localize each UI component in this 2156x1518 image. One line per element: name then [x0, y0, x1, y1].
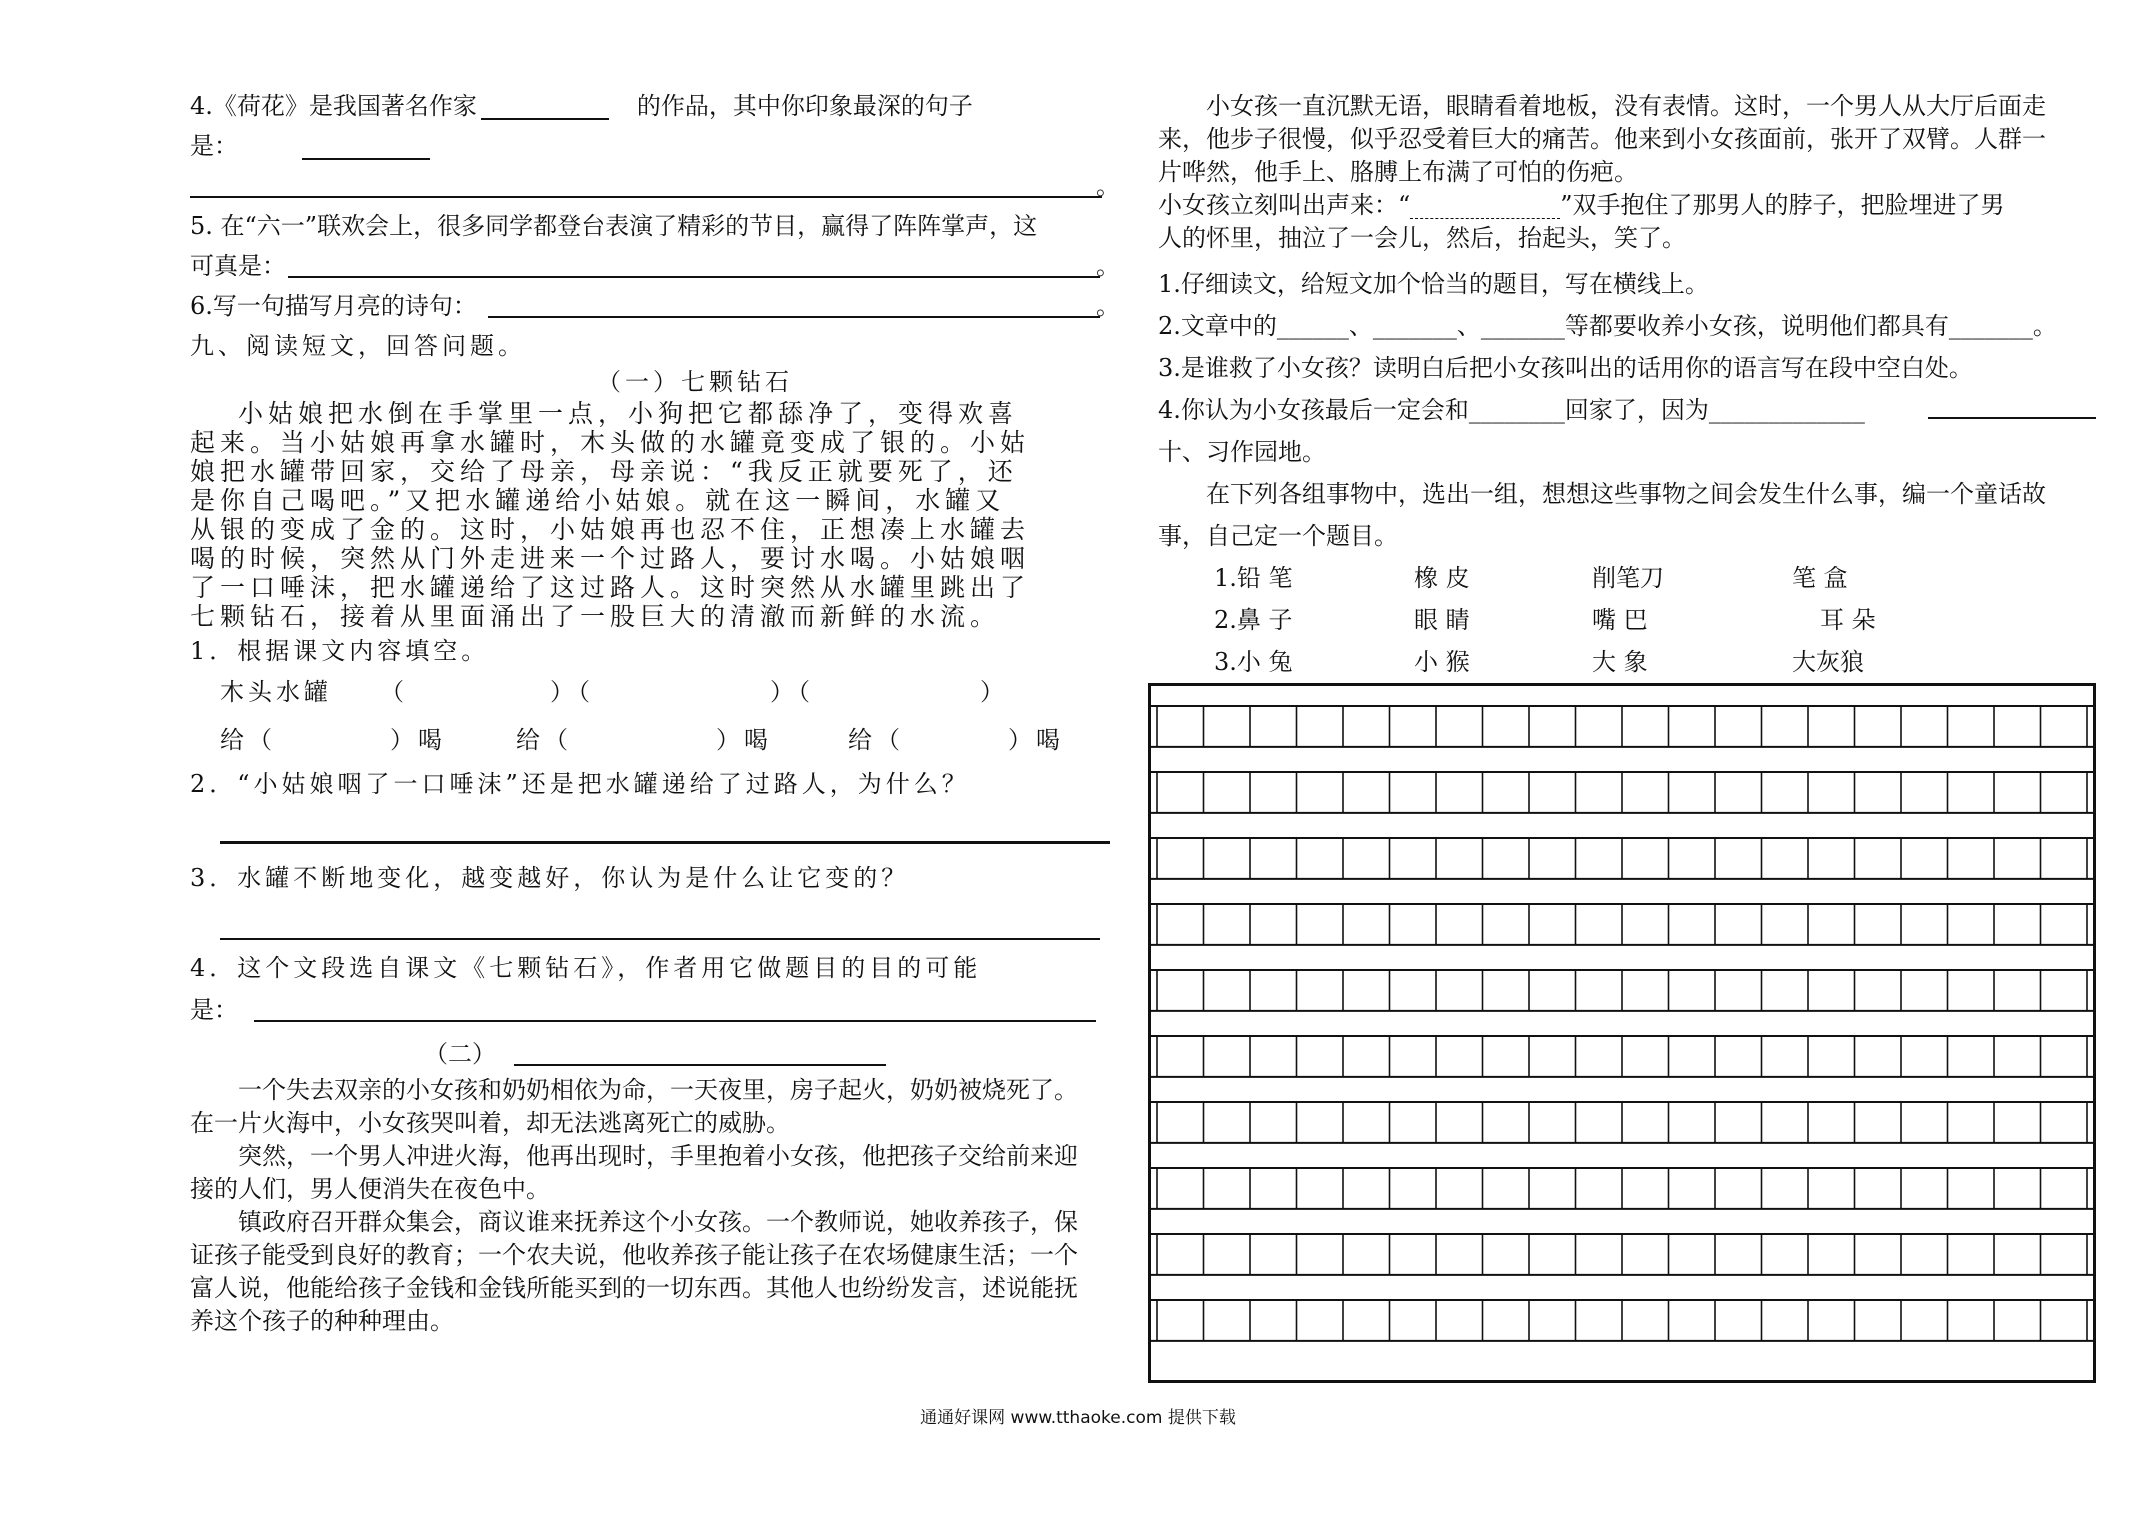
- passage-2-line: 镇政府召开群众集会，商议谁来抚养这个小女孩。一个教师说，她收养孩子，保: [238, 1208, 1078, 1236]
- passage-2-cont-line: 片哗然，他手上、胳膊上布满了可怕的伤疤。: [1158, 158, 1638, 186]
- reason-blank[interactable]: [1928, 417, 2096, 419]
- fill-give: 给（: [516, 726, 572, 754]
- question-4-shi: 是：: [190, 132, 238, 160]
- question-4-line: [190, 86, 1120, 126]
- right-question-4: [1158, 389, 2098, 431]
- prompt-line: 在下列各组事物中，选出一组，想想这些事物之间会发生什么事，编一个童话故: [1206, 480, 2046, 508]
- question-5-line-2: [190, 246, 1120, 286]
- q3-answer-line: [190, 904, 1120, 946]
- word: 耳 朵: [1820, 606, 1876, 634]
- answer-line[interactable]: [220, 938, 1100, 940]
- passage-2: [190, 1074, 1120, 1338]
- shout-line: [1158, 189, 2098, 222]
- word: 3.小 兔: [1214, 648, 1293, 676]
- word-group-1: [1158, 557, 2098, 599]
- question-6-line: [190, 286, 1120, 326]
- question-4-line-2: [190, 126, 1120, 166]
- right-question-4-text: 4.你认为小女孩最后一定会和________回家了，因为_____________: [1158, 396, 1865, 424]
- passage-2-line: 接的人们，男人便消失在夜色中。: [190, 1175, 550, 1203]
- word: 削笔刀: [1592, 564, 1664, 592]
- passage-2-cont-line: 来，他步子很慢，似乎忍受着巨大的痛苦。他来到小女孩面前，张开了双臂。人群一: [1158, 125, 2046, 153]
- fill-drink: ）喝: [716, 726, 772, 754]
- prompt-line: 事，自己定一个题目。: [1158, 522, 1398, 550]
- word: 橡 皮: [1414, 564, 1470, 592]
- sentence-blank-short[interactable]: [302, 132, 430, 160]
- passage-2-line: 证孩子能受到良好的教育；一个农夫说，他收养孩子能让孩子在农场健康生活；一个: [190, 1241, 1078, 1269]
- word: 2.鼻 子: [1214, 606, 1293, 634]
- footer-credit: 通通好课网 www.tthaoke.com 提供下载: [920, 1408, 1236, 1428]
- title-blank[interactable]: [514, 1064, 886, 1066]
- fill-give: 给（: [848, 726, 904, 754]
- shout-line-2: 人的怀里，抽泣了一会儿，然后，抬起头，笑了。: [1158, 224, 1686, 252]
- writing-grid-lines: [1151, 686, 2093, 1380]
- passage-2-line: 一个失去双亲的小女孩和奶奶相依为命，一天夜里，房子起火，奶奶被烧死了。: [238, 1076, 1078, 1104]
- passage-1-line: 是你自己喝吧。”又把水罐递给小姑娘。就在这一瞬间，水罐又: [190, 486, 1006, 515]
- q4-answer-row: [190, 990, 1120, 1030]
- passage-1-question-3: 3．水罐不断地变化，越变越好，你认为是什么让它变的？: [190, 864, 910, 892]
- poem-blank[interactable]: [488, 316, 1100, 318]
- passage-2-line: 养这个孩子的种种理由。: [190, 1307, 454, 1335]
- passage-2-title: （二）: [424, 1040, 496, 1068]
- fill-drink: ）喝: [1008, 726, 1064, 754]
- section-9-heading: 九、阅读短文，回答问题。: [190, 332, 526, 360]
- fill-paren: ）（: [550, 678, 594, 706]
- answer-line[interactable]: [220, 841, 1110, 844]
- word: 1.铅 笔: [1214, 564, 1293, 592]
- passage-1-line: 从银的变成了金的。这时，小姑娘再也忍不住，正想凑上水罐去: [190, 515, 1031, 544]
- period: 。: [1096, 252, 1120, 280]
- right-question-1: 1.仔细读文，给短文加个恰当的题目，写在横线上。: [1158, 270, 1709, 298]
- fill-give: 给（: [220, 726, 276, 754]
- word: 眼 睛: [1414, 606, 1470, 634]
- right-question-2: 2.文章中的______、_______、_______等都要收养小女孩，说明他们都具有_______。: [1158, 312, 2057, 340]
- passage-1-line: 起来。当小姑娘再拿水罐时，木头做的水罐竟变成了银的。小姑: [190, 428, 1031, 457]
- question-4-line-3: [190, 166, 1120, 206]
- sentence-blank-long[interactable]: [190, 196, 1102, 198]
- section-10-heading: 十、习作园地。: [1158, 438, 1326, 466]
- passage-2-line: 富人说，他能给孩子金钱和金钱所能买到的一切东西。其他人也纷纷发言，述说能抚: [190, 1274, 1078, 1302]
- word-group-2: [1158, 599, 2098, 641]
- word: 小 猴: [1414, 648, 1470, 676]
- q4-shi: 是：: [190, 996, 238, 1024]
- fill-row-2: [190, 716, 1120, 764]
- fill-label: 木头水罐: [220, 678, 332, 706]
- left-column: [190, 86, 1120, 1338]
- right-column: [1158, 90, 2098, 683]
- right-question-3: 3.是谁救了小女孩？读明白后把小女孩叫出的话用你的语言写在段中空白处。: [1158, 354, 1973, 382]
- fill-paren: （: [380, 678, 408, 706]
- period: 。: [1096, 172, 1120, 200]
- word: 嘴 巴: [1592, 606, 1648, 634]
- question-5-text: 5. 在“六一”联欢会上，很多同学都登台表演了精彩的节目，赢得了阵阵掌声，这: [190, 212, 1038, 240]
- passage-1: [190, 399, 1120, 631]
- passage-1-line: 小姑娘把水倒在手掌里一点，小狗把它都舔净了，变得欢喜: [238, 399, 1019, 428]
- passage-2-line: 在一片火海中，小女孩哭叫着，却无法逃离死亡的威胁。: [190, 1109, 790, 1137]
- author-blank[interactable]: [481, 92, 609, 120]
- passage-2-cont-line: 小女孩一直沉默无语，眼睛看着地板，没有表情。这时，一个男人从大厅后面走: [1206, 92, 2046, 120]
- question-5-text-2: 可真是：: [190, 252, 286, 280]
- question-4-text: 4.《荷花》是我国著名作家: [190, 92, 477, 120]
- passage-2-title-row: [190, 1034, 1120, 1074]
- period: 。: [1096, 292, 1120, 320]
- passage-1-question-4: 4．这个文段选自课文《七颗钻石》，作者用它做题目的目的可能: [190, 954, 982, 982]
- question-5-line: [190, 206, 1120, 246]
- word-group-3: [1158, 641, 2098, 683]
- shout-text-b: ”双手抱住了那男人的脖子，把脸埋进了男: [1560, 191, 2005, 219]
- word: 大灰狼: [1792, 648, 1864, 676]
- fill-paren: ）: [980, 678, 1008, 706]
- fill-paren: ）（: [770, 678, 814, 706]
- passage-2-line: 突然，一个男人冲进火海，他再出现时，手里抱着小女孩，他把孩子交给前来迎: [238, 1142, 1078, 1170]
- passage-1-line: 娘把水罐带回家，交给了母亲，母亲说：“我反正就要死了，还: [190, 457, 1018, 486]
- word: 笔 盒: [1792, 564, 1848, 592]
- q2-answer-line: [190, 804, 1120, 852]
- passage-1-line: 喝的时候，突然从门外走进来一个过路人，要讨水喝。小姑娘咽: [190, 544, 1031, 573]
- passage-1-question-2: 2．“小姑娘咽了一口唾沫”还是把水罐递给了过路人，为什么？: [190, 770, 970, 798]
- passage-1-line: 七颗钻石，接着从里面涌出了一股巨大的清澈而新鲜的水流。: [190, 602, 1001, 631]
- passage-1-question-1: 1．根据课文内容填空。: [190, 637, 490, 665]
- fill-row-1: [190, 668, 1120, 716]
- question-4-text-end: 的作品，其中你印象最深的句子: [636, 92, 973, 120]
- fill-drink: ）喝: [390, 726, 446, 754]
- word: 大 象: [1592, 648, 1648, 676]
- question-6-text: 6.写一句描写月亮的诗句：: [190, 292, 477, 320]
- answer-line[interactable]: [254, 1020, 1096, 1022]
- passage-1-line: 了一口唾沫，把水罐递给了这过路人。这时突然从水罐里跳出了: [190, 573, 1031, 602]
- writing-grid[interactable]: [1148, 683, 2096, 1383]
- idiom-blank[interactable]: [288, 276, 1100, 278]
- passage-1-title: （一）七颗钻石: [597, 368, 793, 396]
- shout-text-a: 小女孩立刻叫出声来：“: [1158, 191, 1411, 219]
- shout-blank[interactable]: [1410, 196, 1560, 219]
